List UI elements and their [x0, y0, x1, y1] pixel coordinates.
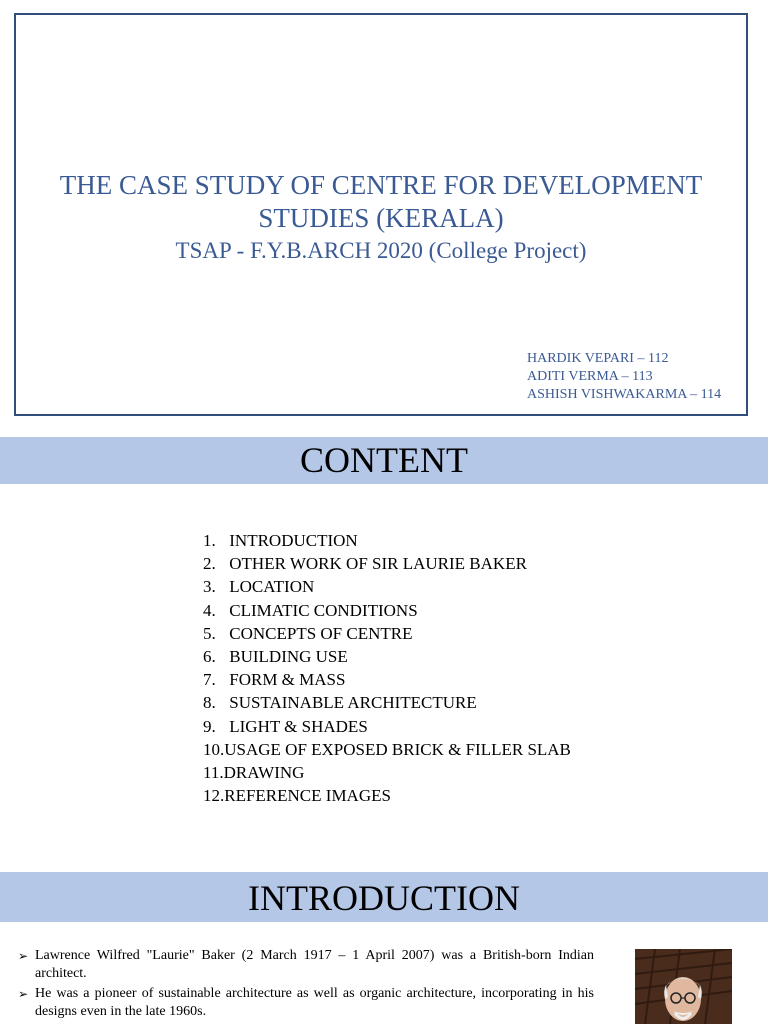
toc-item — [203, 761, 571, 784]
intro-bullet — [18, 985, 594, 1021]
toc-item-number: 4. — [203, 600, 216, 620]
toc-item-number: 1. — [203, 531, 216, 550]
toc-item-number: 6. — [203, 647, 216, 667]
toc-item — [203, 738, 571, 761]
toc-item-number: 8. — [203, 693, 216, 713]
intro-bullet — [18, 947, 594, 983]
laurie-baker-portrait — [635, 949, 732, 1024]
toc-item-number: 11. — [203, 763, 224, 783]
toc-item-label: BUILDING USE — [229, 647, 348, 667]
toc-item — [203, 715, 571, 738]
arrow-bullet-icon: ➢ — [18, 987, 29, 1001]
toc-item-number: 5. — [203, 623, 216, 643]
toc-item — [203, 668, 571, 691]
introduction-text — [18, 947, 594, 1023]
toc-item — [203, 575, 571, 598]
toc-item-number: 7. — [203, 670, 216, 690]
toc-item-label: USAGE OF EXPOSED BRICK & FILLER SLAB — [224, 739, 571, 759]
toc-item-label: CLIMATIC CONDITIONS — [229, 600, 418, 620]
intro-bullet-text: Lawrence Wilfred "Laurie" Baker (2 March 1917 – 1 April 2007) was a British-born Indian architect. — [35, 948, 594, 981]
toc-item-number: 12. — [203, 786, 225, 806]
toc-item-label: REFERENCE IMAGES — [224, 786, 391, 806]
content-heading: CONTENT — [0, 437, 768, 484]
slide-title-line-1: THE CASE STUDY OF CENTRE FOR DEVELOPMENT — [59, 170, 703, 200]
intro-bullet-text: He was a pioneer of sustainable architecture as well as organic architecture, incorporating in his designs even in the late 1960s. — [35, 986, 594, 1019]
toc-item-number: 9. — [203, 716, 216, 736]
toc-item — [203, 529, 571, 552]
author-name: ADITI VERMA – 113 — [527, 369, 653, 384]
author-name: ASHISH VISHWAKARMA – 114 — [527, 387, 722, 402]
slide-title-line-2: STUDIES (KERALA) — [258, 203, 504, 233]
toc-item-label: INTRODUCTION — [229, 531, 358, 550]
slide-subtitle: TSAP - F.Y.B.ARCH 2020 (College Project) — [175, 238, 587, 263]
toc-item-number: 10. — [203, 739, 225, 759]
toc-item-label: FORM & MASS — [229, 670, 346, 690]
introduction-heading: INTRODUCTION — [0, 872, 768, 922]
toc-item — [203, 645, 571, 668]
toc-item — [203, 599, 571, 622]
toc-item-label: CONCEPTS OF CENTRE — [229, 623, 413, 643]
toc-item-label: OTHER WORK OF SIR LAURIE BAKER — [229, 554, 527, 574]
author-name: HARDIK VEPARI – 112 — [527, 351, 669, 366]
toc-item-label: DRAWING — [223, 763, 305, 783]
toc-item — [203, 784, 571, 807]
toc-item-label: LIGHT & SHADES — [229, 716, 368, 736]
toc-item-number: 2. — [203, 554, 216, 574]
toc-item — [203, 552, 571, 575]
table-of-contents — [203, 529, 571, 807]
toc-item-number: 3. — [203, 577, 216, 597]
portrait-image — [635, 949, 732, 1024]
slide-title — [16, 169, 746, 235]
toc-item-label: LOCATION — [229, 577, 315, 597]
author-list — [527, 350, 721, 404]
title-slide — [14, 13, 748, 416]
toc-item-label: SUSTAINABLE ARCHITECTURE — [229, 693, 477, 713]
toc-item — [203, 691, 571, 714]
arrow-bullet-icon: ➢ — [18, 949, 29, 963]
toc-item — [203, 622, 571, 645]
